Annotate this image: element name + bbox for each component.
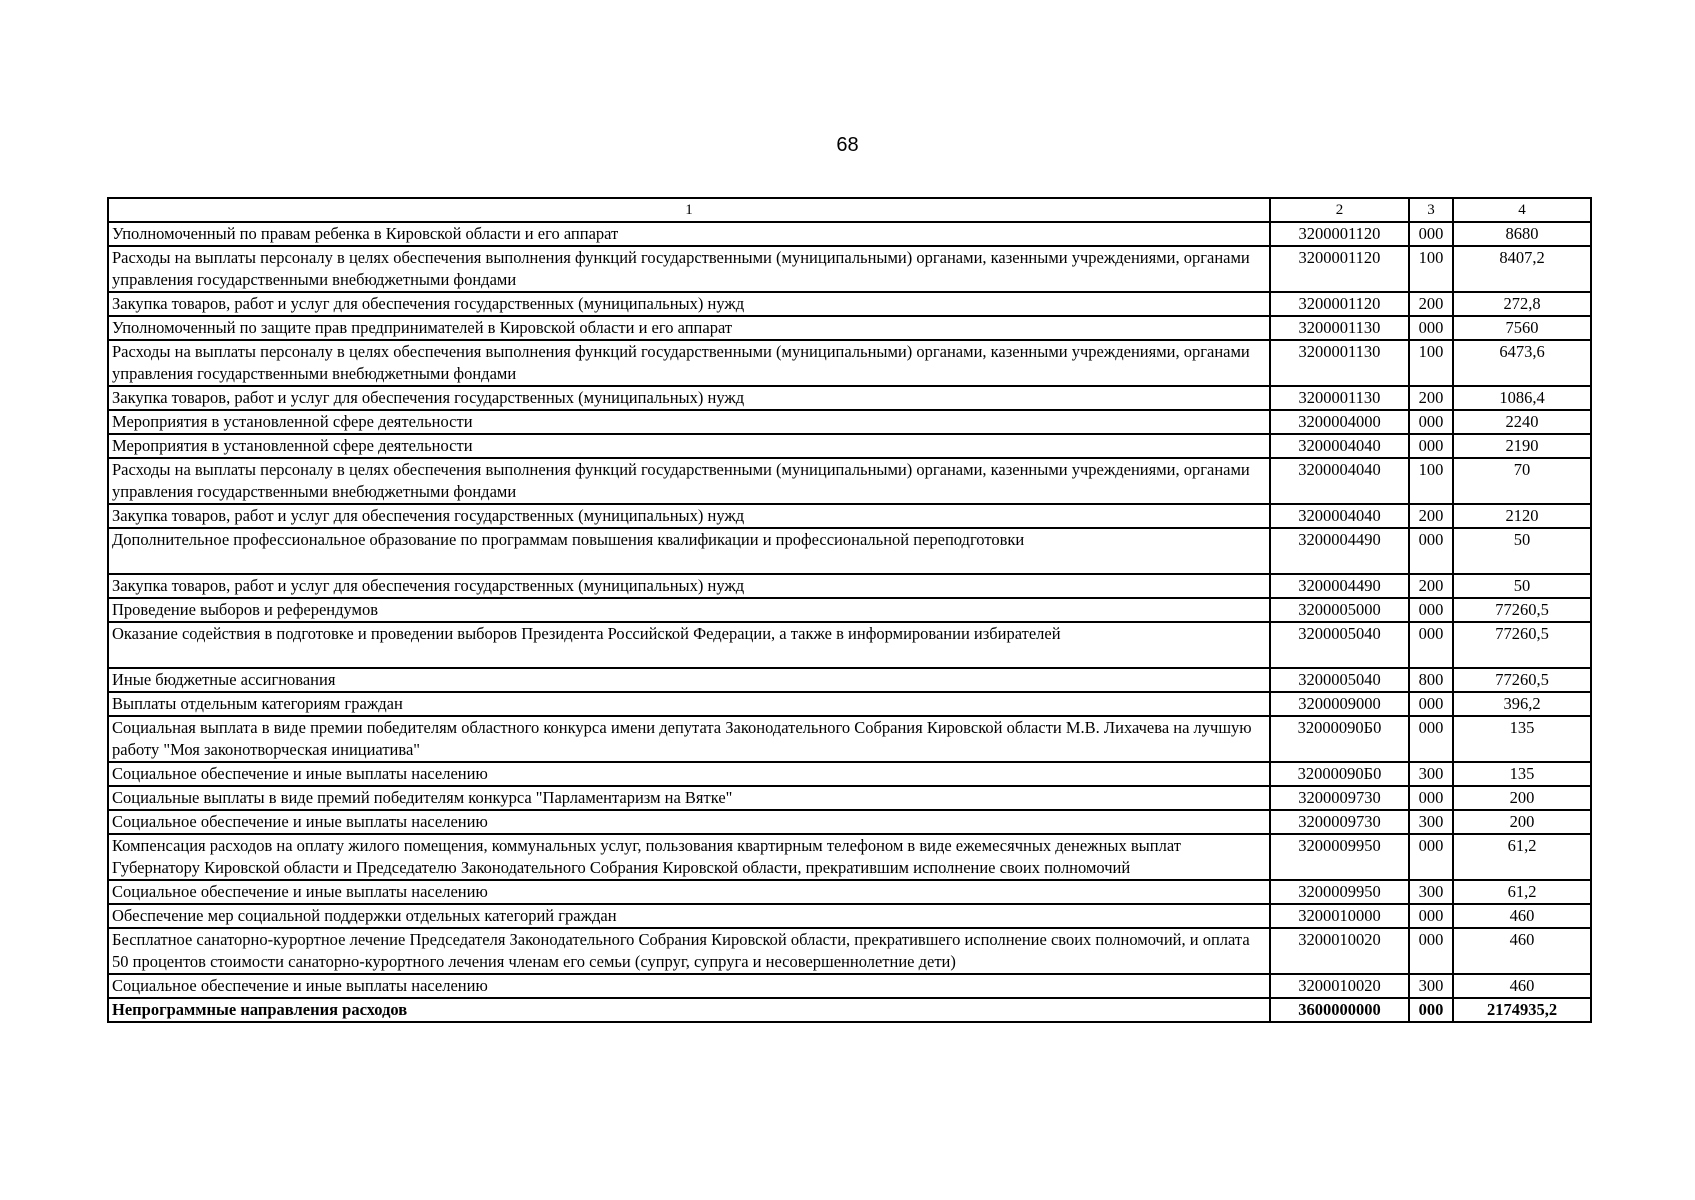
row-expense-type: 200 [1409,292,1453,316]
row-expense-type: 000 [1409,692,1453,716]
table-row [108,834,1591,880]
budget-table [107,197,1592,1023]
row-name: Социальное обеспечение и иные выплаты населению [108,880,1270,904]
row-expense-type: 300 [1409,880,1453,904]
row-name: Уполномоченный по защите прав предпринимателей в Кировской области и его аппарат [108,316,1270,340]
row-sum: 2174935,2 [1453,998,1591,1022]
row-expense-type: 000 [1409,528,1453,574]
row-name: Выплаты отдельным категориям граждан [108,692,1270,716]
header-col-3: 3 [1409,198,1453,222]
row-name: Закупка товаров, работ и услуг для обеспечения государственных (муниципальных) нужд [108,574,1270,598]
table-row [108,246,1591,292]
table-row [108,762,1591,786]
row-name: Социальные выплаты в виде премий победителям конкурса "Парламентаризм на Вятке" [108,786,1270,810]
page-number: 68 [836,134,859,156]
row-expense-type: 000 [1409,434,1453,458]
row-expense-type: 800 [1409,668,1453,692]
row-sum: 2240 [1453,410,1591,434]
budget-table-body [108,198,1591,1022]
row-name: Закупка товаров, работ и услуг для обеспечения государственных (муниципальных) нужд [108,504,1270,528]
row-sum: 135 [1453,716,1591,762]
table-row [108,692,1591,716]
row-name: Социальная выплата в виде премии победителям областного конкурса имени депутата Законодательного Собрания Кировской области М.В. Лихачева на лучшую работу "Моя законотворческая инициатива" [108,716,1270,762]
row-name: Расходы на выплаты персоналу в целях обеспечения выполнения функций государственными (муниципальными) органами, казенными учреждениями, органами управления государственными внебюджетными фондами [108,458,1270,504]
row-sum: 2190 [1453,434,1591,458]
row-expense-type: 000 [1409,716,1453,762]
row-name: Социальное обеспечение и иные выплаты населению [108,974,1270,998]
row-code: 3200009730 [1270,786,1409,810]
row-expense-type: 000 [1409,598,1453,622]
table-row [108,598,1591,622]
row-name: Оказание содействия в подготовке и проведении выборов Президента Российской Федерации, а также в информировании избирателей [108,622,1270,668]
row-sum: 50 [1453,528,1591,574]
row-sum: 77260,5 [1453,598,1591,622]
table-row [108,386,1591,410]
row-expense-type: 000 [1409,834,1453,880]
row-name: Дополнительное профессиональное образование по программам повышения квалификации и профессиональной переподготовки [108,528,1270,574]
table-row [108,574,1591,598]
row-sum: 50 [1453,574,1591,598]
row-code: 32000090Б0 [1270,762,1409,786]
row-name: Расходы на выплаты персоналу в целях обеспечения выполнения функций государственными (муниципальными) органами, казенными учреждениями, органами управления государственными внебюджетными фондами [108,246,1270,292]
row-sum: 8680 [1453,222,1591,246]
row-code: 3200005040 [1270,668,1409,692]
row-expense-type: 200 [1409,574,1453,598]
row-name: Мероприятия в установленной сфере деятельности [108,434,1270,458]
row-code: 32000090Б0 [1270,716,1409,762]
row-code: 3200005000 [1270,598,1409,622]
table-row [108,292,1591,316]
table-row [108,928,1591,974]
row-sum: 61,2 [1453,834,1591,880]
row-name: Иные бюджетные ассигнования [108,668,1270,692]
row-code: 3200005040 [1270,622,1409,668]
table-row [108,434,1591,458]
table-row [108,410,1591,434]
row-sum: 1086,4 [1453,386,1591,410]
row-name: Проведение выборов и референдумов [108,598,1270,622]
row-expense-type: 000 [1409,622,1453,668]
row-expense-type: 000 [1409,316,1453,340]
row-name: Мероприятия в установленной сфере деятельности [108,410,1270,434]
row-name: Обеспечение мер социальной поддержки отдельных категорий граждан [108,904,1270,928]
row-sum: 7560 [1453,316,1591,340]
table-row [108,528,1591,574]
row-name: Компенсация расходов на оплату жилого помещения, коммунальных услуг, пользования квартирным телефоном в виде ежемесячных денежных выплат Губернатору Кировской области и Председателю Законодательного Собрания Кировской области, прекратившим исполнение своих полномочий [108,834,1270,880]
row-name: Социальное обеспечение и иные выплаты населению [108,810,1270,834]
row-expense-type: 200 [1409,504,1453,528]
row-code: 3200001120 [1270,246,1409,292]
row-expense-type: 300 [1409,810,1453,834]
table-row [108,786,1591,810]
row-expense-type: 200 [1409,386,1453,410]
row-sum: 77260,5 [1453,622,1591,668]
row-code: 3200004490 [1270,574,1409,598]
row-code: 3200001130 [1270,340,1409,386]
row-code: 3200009950 [1270,834,1409,880]
header-row [108,198,1591,222]
table-row [108,998,1591,1022]
row-sum: 70 [1453,458,1591,504]
table-row [108,340,1591,386]
row-name: Бесплатное санаторно-курортное лечение Председателя Законодательного Собрания Кировской области, прекратившего исполнение своих полномочий, и оплата 50 процентов стоимости санаторно-курортного лечения членам его семьи (супруг, супруга и несовершеннолетние дети) [108,928,1270,974]
row-name: Расходы на выплаты персоналу в целях обеспечения выполнения функций государственными (муниципальными) органами, казенными учреждениями, органами управления государственными внебюджетными фондами [108,340,1270,386]
row-code: 3600000000 [1270,998,1409,1022]
table-row [108,880,1591,904]
table-row [108,974,1591,998]
header-col-4: 4 [1453,198,1591,222]
row-code: 3200004490 [1270,528,1409,574]
row-expense-type: 100 [1409,458,1453,504]
row-sum: 272,8 [1453,292,1591,316]
row-code: 3200004040 [1270,504,1409,528]
table-row [108,668,1591,692]
row-expense-type: 000 [1409,904,1453,928]
row-expense-type: 300 [1409,974,1453,998]
row-sum: 460 [1453,904,1591,928]
header-col-2: 2 [1270,198,1409,222]
row-code: 3200009950 [1270,880,1409,904]
row-expense-type: 000 [1409,410,1453,434]
table-row [108,504,1591,528]
row-expense-type: 100 [1409,246,1453,292]
table-row [108,316,1591,340]
table-row [108,622,1591,668]
row-name: Непрограммные направления расходов [108,998,1270,1022]
row-name: Социальное обеспечение и иные выплаты населению [108,762,1270,786]
table-row [108,810,1591,834]
table-row [108,458,1591,504]
row-code: 3200009000 [1270,692,1409,716]
row-code: 3200001130 [1270,386,1409,410]
row-code: 3200010020 [1270,928,1409,974]
row-code: 3200001120 [1270,292,1409,316]
row-sum: 2120 [1453,504,1591,528]
row-code: 3200010020 [1270,974,1409,998]
row-expense-type: 000 [1409,786,1453,810]
row-expense-type: 000 [1409,998,1453,1022]
header-col-1: 1 [108,198,1270,222]
row-name: Уполномоченный по правам ребенка в Кировской области и его аппарат [108,222,1270,246]
row-code: 3200009730 [1270,810,1409,834]
row-name: Закупка товаров, работ и услуг для обеспечения государственных (муниципальных) нужд [108,292,1270,316]
row-sum: 61,2 [1453,880,1591,904]
row-sum: 6473,6 [1453,340,1591,386]
row-code: 3200010000 [1270,904,1409,928]
table-row [108,716,1591,762]
row-name: Закупка товаров, работ и услуг для обеспечения государственных (муниципальных) нужд [108,386,1270,410]
row-sum: 135 [1453,762,1591,786]
row-sum: 396,2 [1453,692,1591,716]
row-expense-type: 000 [1409,928,1453,974]
row-sum: 200 [1453,786,1591,810]
row-sum: 200 [1453,810,1591,834]
row-expense-type: 100 [1409,340,1453,386]
row-sum: 460 [1453,928,1591,974]
row-expense-type: 000 [1409,222,1453,246]
row-expense-type: 300 [1409,762,1453,786]
row-sum: 460 [1453,974,1591,998]
row-sum: 8407,2 [1453,246,1591,292]
row-code: 3200004040 [1270,458,1409,504]
table-row [108,904,1591,928]
row-sum: 77260,5 [1453,668,1591,692]
row-code: 3200004040 [1270,434,1409,458]
row-code: 3200001120 [1270,222,1409,246]
row-code: 3200004000 [1270,410,1409,434]
row-code: 3200001130 [1270,316,1409,340]
table-row [108,222,1591,246]
